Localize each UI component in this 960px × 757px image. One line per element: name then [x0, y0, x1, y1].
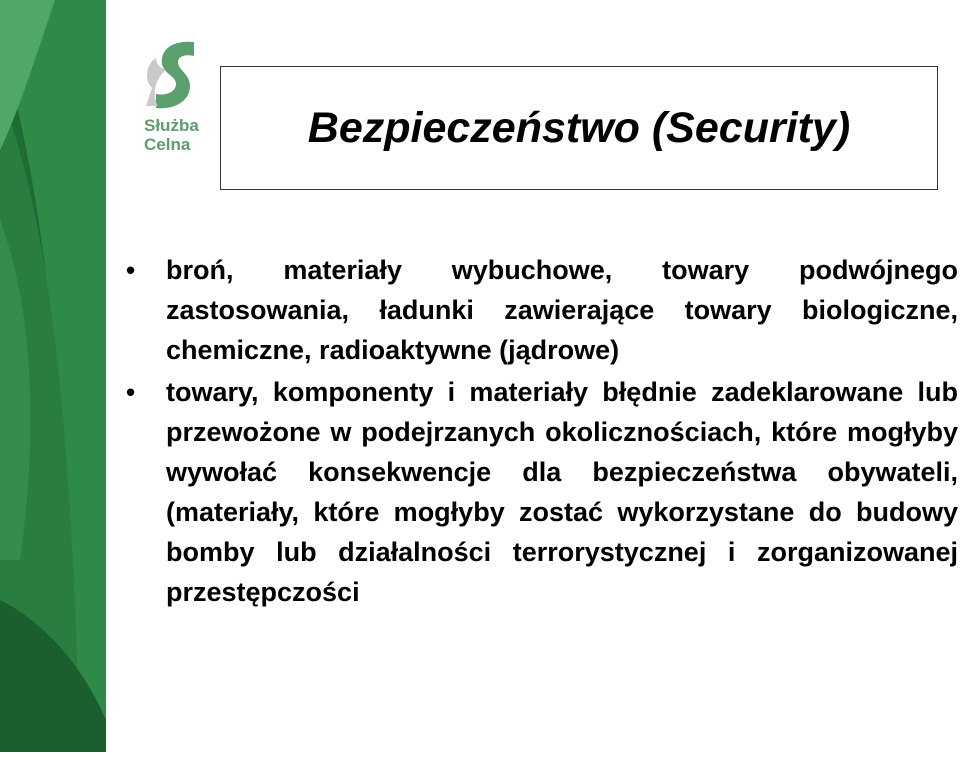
logo-text-line1: Służba	[144, 116, 199, 135]
bullet-list	[126, 250, 958, 614]
logo-mark-icon	[142, 40, 198, 112]
decorative-side-band	[0, 0, 106, 752]
logo-text-line2: Celna	[144, 135, 191, 154]
bullet-text: broń, materiały wybuchowe, towary podwójnego zastosowania, ładunki zawierające towary biologiczne, chemiczne, radioaktywne (jądrowe)	[166, 255, 958, 365]
sluzba-celna-logo	[132, 40, 212, 160]
bullet-dot-icon: •	[126, 255, 136, 285]
bullet-dot-icon: •	[126, 377, 136, 407]
slide-title: Bezpieczeństwo (Security)	[307, 103, 851, 152]
bullet-text: towary, komponenty i materiały błędnie zadeklarowane lub przewożone w podejrzanych okolicznościach, które mogłyby wywołać konsekwencje dla bezpieczeństwa obywateli, (materiały, które mogłyby zostać wykorzystane do budowy bomby lub działalności terrorystycznej i zorganizowanej przestępczości	[166, 377, 958, 607]
title-box	[220, 66, 938, 190]
bullet-item	[126, 250, 958, 370]
bullet-item	[126, 372, 958, 612]
